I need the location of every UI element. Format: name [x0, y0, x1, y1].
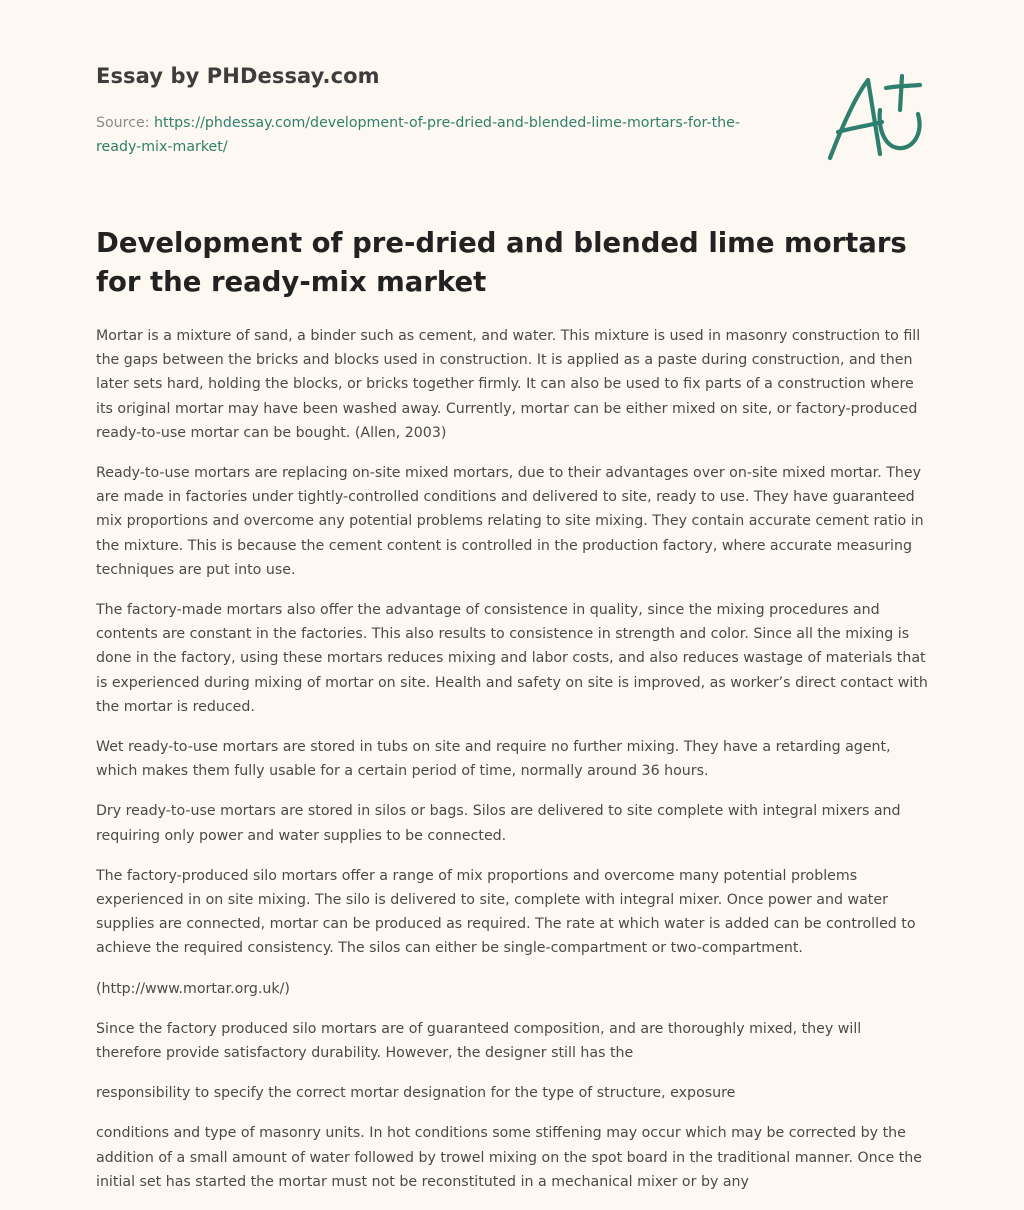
article-title: Development of pre-dried and blended lime mortars for the ready-mix market	[96, 227, 907, 298]
a-plus-logo	[824, 70, 928, 166]
citation: (http://www.mortar.org.uk/)	[96, 980, 290, 997]
paragraph: Wet ready-to-use mortars are stored in tubs on site and require no further mixing. They have a retarding agent, which makes them fully usable for a certain period of time, normally around 36 hours.	[96, 739, 891, 780]
paragraph: The factory-made mortars also offer the advantage of consistence in quality, since the mixing procedures and contents are constant in the factories. This also results to consistence in strength and color. Since all the mixing is done in the factory, using these mortars reduces mixing and labor costs, and also reduces wastage of materials that is experienced during mixing of mortar on site. Health and safety on site is improved, as worker’s direct contact with the mortar is reduced.	[96, 602, 928, 715]
paragraph: Dry ready-to-use mortars are stored in silos or bags. Silos are delivered to site complete with integral mixers and requiring only power and water supplies to be connected.	[96, 803, 901, 844]
source-label: Source:	[96, 115, 150, 131]
site-brand: Essay by PHDessay.com	[96, 64, 380, 88]
paragraph: The factory-produced silo mortars offer a range of mix proportions and overcome many potential problems experienced in on site mixing. The silo is delivered to site, complete with integral mixer. Once power and water supplies are connected, mortar can be produced as required. The rate at which water is added can be controlled to achieve the required consistency. The silos can either be single-compartment or two-compartment.	[96, 867, 916, 957]
source-link[interactable]: https://phdessay.com/development-of-pre-dried-and-blended-lime-mortars-for-the-ready-mix-market/	[96, 115, 741, 155]
paragraph: Ready-to-use mortars are replacing on-site mixed mortars, due to their advantages over on-site mixed mortar. They are made in factories under tightly-controlled conditions and delivered to site, ready to use. They have guaranteed mix proportions and overcome any potential problems relating to site mixing. They contain accurate cement ratio in the mixture. This is because the cement content is controlled in the production factory, where accurate measuring techniques are put into use.	[96, 465, 924, 578]
article-body	[96, 324, 928, 1210]
paragraph: Since the factory produced silo mortars are of guaranteed composition, and are thoroughly mixed, they will therefore provide satisfactory durability. However, the designer still has the	[96, 1020, 862, 1062]
paragraph: responsibility to specify the correct mortar designation for the type of structure, exposure	[96, 1085, 736, 1102]
source-line	[96, 111, 776, 159]
paragraph: conditions and type of masonry units. In hot conditions some stiffening may occur which may be corrected by the addition of a small amount of water followed by trowel mixing on the spot board in the traditional manner. Once the initial set has started the mortar must not be reconstituted in a mechanical mixer or by any	[96, 1125, 922, 1190]
a-plus-logo-icon	[824, 70, 928, 166]
paragraph: Mortar is a mixture of sand, a binder such as cement, and water. This mixture is used in masonry construction to fill the gaps between the bricks and blocks used in construction. It is applied as a paste during construction, and then later sets hard, holding the blocks, or bricks together firmly. It can also be used to fix parts of a construction where its original mortar may have been washed away. Currently, mortar can be either mixed on site, or factory-produced ready-to-use mortar can be bought. (Allen, 2003)	[96, 328, 921, 441]
